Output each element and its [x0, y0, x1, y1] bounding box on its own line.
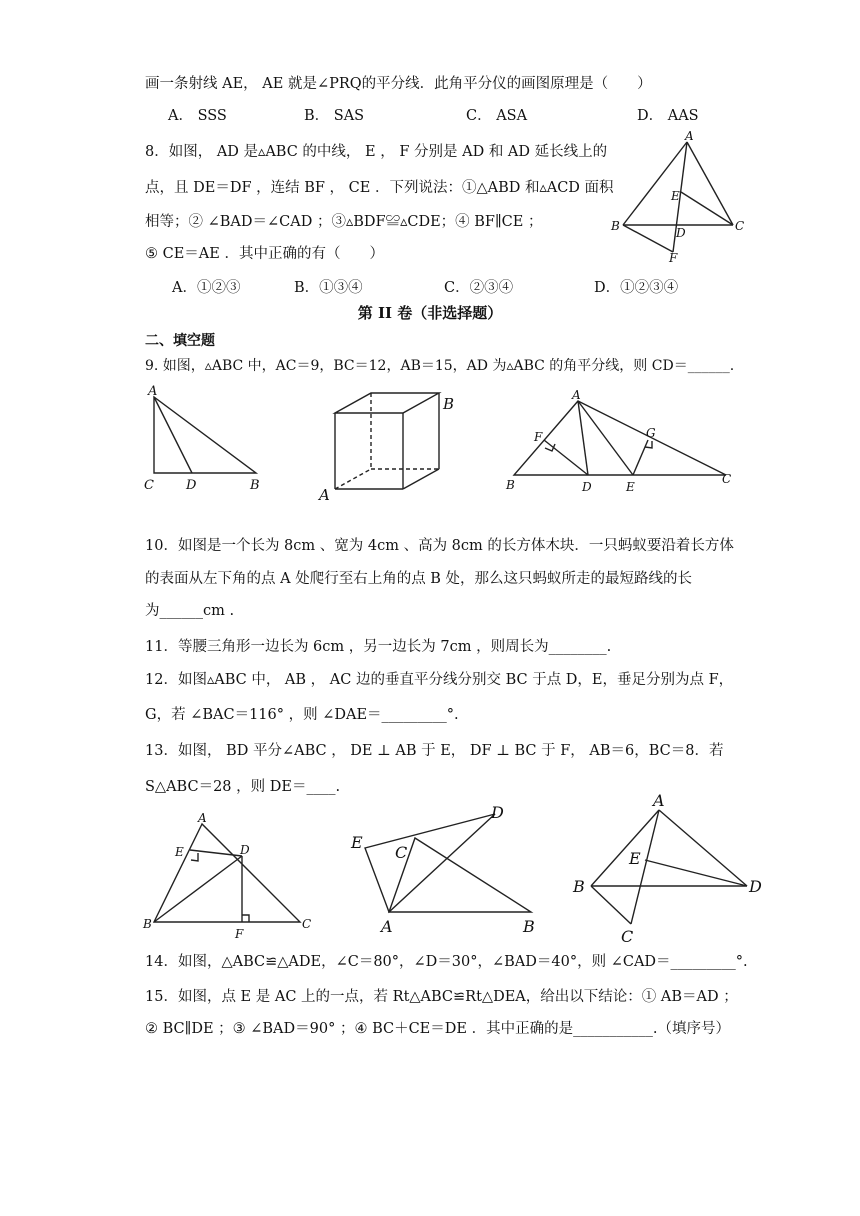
- q8-line-2: 点，且 DE＝DF ，连结 BF ， CE ．下列说法：①△ABD 和▵ACD 面积: [145, 180, 614, 196]
- q9-label-c: C: [144, 478, 154, 493]
- q13-label-b: B: [143, 917, 152, 931]
- q7-option-c: C． ASA: [466, 108, 528, 124]
- q12-label-a: A: [572, 388, 581, 402]
- q8-line-4: ⑤ CE＝AE ．其中正确的有（ ）: [145, 246, 384, 262]
- q13-label-d: D: [240, 843, 250, 857]
- q13-line-2: S△ABC＝28 ，则 DE＝____.: [145, 779, 341, 795]
- q10-line-2: 的表面从左下角的点 A 处爬行至右上角的点 B 处，那么这只蚂蚁所走的最短路线的长: [145, 571, 693, 587]
- q12-label-f: F: [534, 430, 543, 444]
- q7-option-b: B． SAS: [304, 108, 365, 124]
- q12-label-d: D: [582, 480, 592, 494]
- q8-option-c: C．②③④: [444, 280, 514, 296]
- q13-label-c: C: [302, 917, 312, 931]
- part2-title: 第 II 卷（非选择题）: [357, 304, 503, 322]
- q8-label-d: D: [676, 226, 686, 240]
- cuboid-label-b: B: [443, 395, 455, 413]
- q14-label-d: D: [491, 803, 504, 822]
- q15-label-a: A: [653, 791, 665, 810]
- q12-label-c: C: [722, 472, 732, 486]
- q7-option-a: A． SSS: [168, 108, 227, 124]
- q13-label-e: E: [175, 845, 184, 859]
- cuboid-figure: [315, 385, 465, 505]
- q15-line-1: 15．如图，点 E 是 AC 上的一点，若 Rt△ABC≌Rt△DEA，给出以下结论：① AB＝AD ；: [145, 989, 738, 1005]
- q7-text: 画一条射线 AE， AE 就是∠PRQ的平分线．此角平分仪的画图原理是（ ）: [145, 76, 652, 92]
- q15-figure: [565, 790, 775, 950]
- q15-label-b: B: [573, 877, 585, 896]
- q8-option-d: D．①②③④: [594, 280, 679, 296]
- q12-label-b: B: [506, 478, 515, 492]
- q12-line-2: G，若 ∠BAC＝116° ，则 ∠DAE＝_________°.: [145, 707, 459, 723]
- q9-label-a: A: [148, 384, 158, 399]
- q10-line-1: 10．如图是一个长为 8cm 、宽为 4cm 、高为 8cm 的长方体木块．一只蚂蚁要沿着长方体: [145, 538, 734, 554]
- q12-label-e: E: [626, 480, 635, 494]
- q15-label-e: E: [629, 849, 641, 868]
- q8-label-c: C: [735, 219, 745, 233]
- q8-line-1: 8．如图， AD 是▵ABC 的中线， E ， F 分别是 AD 和 AD 延长线上的: [145, 144, 608, 160]
- q8-label-e: E: [671, 189, 680, 203]
- q9-label-b: B: [250, 478, 260, 493]
- q7-option-d: D． AAS: [637, 108, 699, 124]
- q8-option-b: B．①③④: [294, 280, 363, 296]
- section-title: 二、填空题: [145, 333, 215, 349]
- q14-label-b: B: [523, 917, 535, 936]
- q15-label-d: D: [749, 877, 762, 896]
- q8-figure: [605, 130, 755, 270]
- q12-figure: [500, 385, 750, 495]
- cuboid-label-a: A: [319, 486, 330, 504]
- q14-label-c: C: [395, 843, 408, 862]
- q12-line-1: 12．如图▵ABC 中， AB ， AC 边的垂直平分线分别交 BC 于点 D，E，垂足分别为点 F，: [145, 672, 734, 688]
- q11-text: 11．等腰三角形一边长为 6cm ，另一边长为 7cm ，则周长为________.: [145, 639, 612, 655]
- q13-figure: [140, 810, 315, 942]
- q8-label-f: F: [669, 251, 678, 265]
- q13-line-1: 13．如图， BD 平分∠ABC ， DE ⊥ AB 于 E， DF ⊥ BC 于 F， AB＝6，BC＝8．若: [145, 743, 724, 759]
- q14-text: 14．如图，△ABC≌△ADE，∠C＝80°，∠D＝30°，∠BAD＝40°，则 ∠CAD＝_________°.: [145, 954, 748, 970]
- q14-label-e: E: [351, 833, 363, 852]
- q14-label-a: A: [381, 917, 393, 936]
- q8-label-a: A: [685, 129, 694, 143]
- q15-line-2: ② BC∥DE ；③ ∠BAD＝90° ；④ BC＋CE＝DE ．其中正确的是___________.（填序号）: [145, 1021, 730, 1037]
- q14-figure: [345, 800, 545, 940]
- q8-line-3: 相等；② ∠BAD＝∠CAD ；③▵BDF≌▵CDE；④ BF∥CE ；: [145, 214, 543, 230]
- q8-option-a: A．①②③: [172, 280, 241, 296]
- q9-label-d: D: [186, 478, 197, 493]
- q9-text: 9. 如图，▵ABC 中，AC＝9，BC＝12，AB＝15，AD 为▵ABC 的角平分线，则 CD＝______.: [145, 358, 735, 374]
- q12-label-g: G: [646, 426, 656, 440]
- q9-figure: [140, 385, 270, 495]
- q8-label-b: B: [611, 219, 620, 233]
- q13-label-f: F: [235, 927, 244, 941]
- q13-label-a: A: [198, 811, 207, 825]
- q10-line-3: 为______cm .: [145, 603, 235, 619]
- q15-label-c: C: [621, 927, 634, 946]
